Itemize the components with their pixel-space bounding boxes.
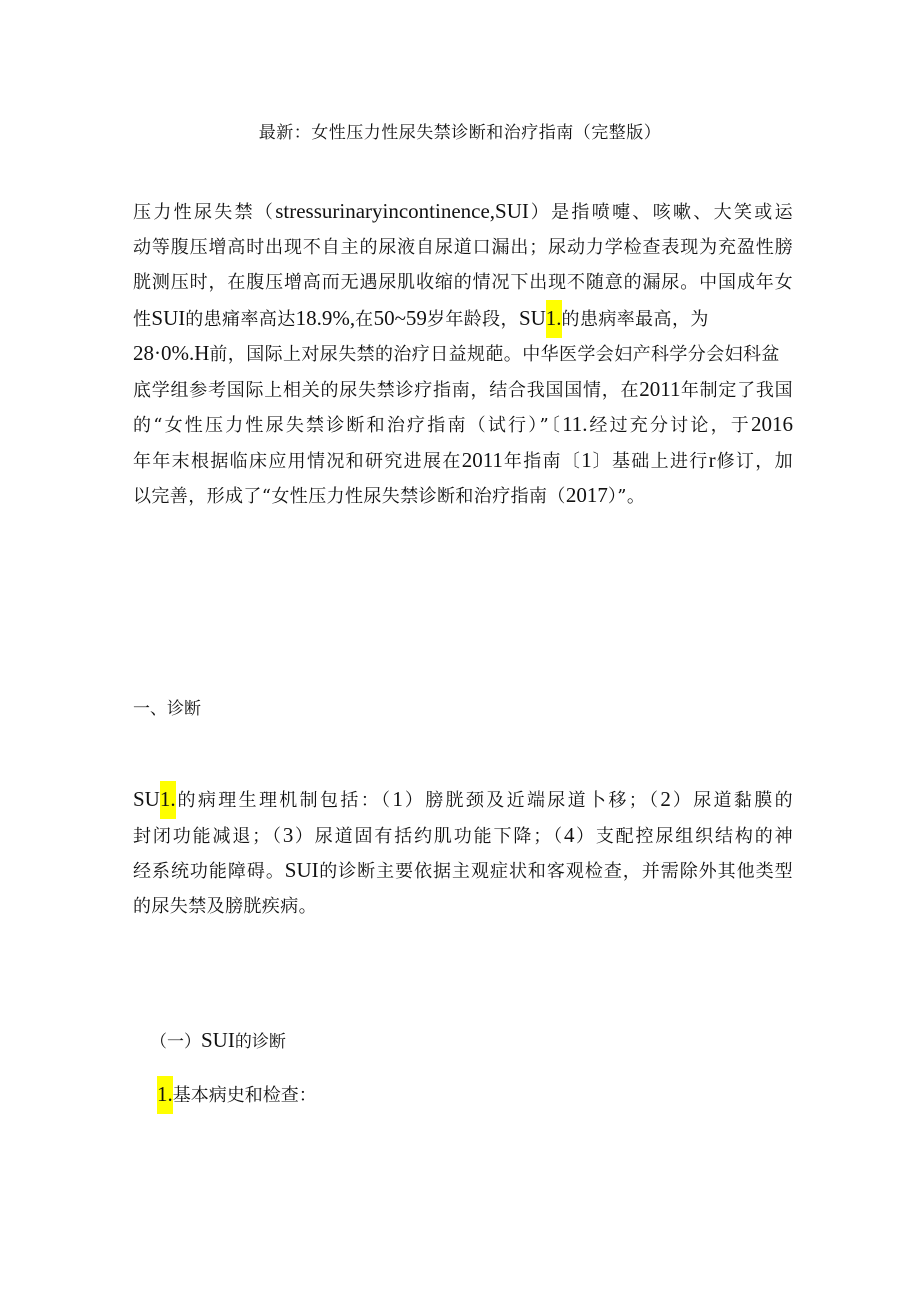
patho-line-2 xyxy=(133,818,793,854)
text-run: ）”。 xyxy=(607,486,646,507)
text-run-latin: 2017 xyxy=(565,483,608,507)
intro-line-7 xyxy=(133,407,793,443)
text-run: ）膀胱颈及近端尿道卜移；（ xyxy=(402,790,661,811)
text-run-latin: 2 xyxy=(660,787,671,811)
text-run-latin: 28·0%.H xyxy=(133,341,210,365)
highlighted-text: 1. xyxy=(160,781,176,819)
text-run-latin: 4 xyxy=(563,822,575,847)
text-run-latin: 3 xyxy=(282,822,294,847)
highlighted-text: 1. xyxy=(546,300,562,338)
intro-line-3: 胱测压时，在腹压增高而无遇尿肌收缩的情况下出现不随意的漏尿。中国成年女 xyxy=(133,272,793,293)
text-run-latin: SUI xyxy=(284,858,319,882)
text-run: 的患痛率高达 xyxy=(185,308,296,330)
text-run: ）是指喷嚏、咳嗽、大笑或运 xyxy=(528,202,793,223)
intro-line-6 xyxy=(133,372,793,408)
text-run: 压力性尿失禁（ xyxy=(133,202,276,223)
text-run: 的诊断 xyxy=(234,1032,286,1052)
text-run-latin: SU xyxy=(133,787,160,811)
intro-line-9 xyxy=(133,478,793,514)
text-run: 〕基础上进行 xyxy=(591,450,709,472)
text-run: 岁年龄段， xyxy=(426,308,519,330)
text-run: 的诊断主要依据主观症状和客观检查，并需除外其他类型 xyxy=(318,861,793,882)
document-title: 最新：女性压力性尿失禁诊断和治疗指南（完整版） xyxy=(258,123,662,143)
text-run-latin: r xyxy=(708,447,716,472)
text-run: 年指南〔 xyxy=(502,450,582,472)
text-run-latin: SUI xyxy=(201,1028,235,1052)
text-run-latin: stressurinaryincontinence,SUI xyxy=(275,199,529,223)
text-run: 的“女性压力性尿失禁诊断和治疗指南（试行）”〔 xyxy=(133,415,563,436)
section-heading-diagnosis: 一、诊断 xyxy=(133,699,201,719)
text-run: 封闭功能减退；（ xyxy=(133,825,283,847)
text-run: 前，国际上对尿失禁的治疗日益规葩。中华医学会妇产科学分会妇科盆 xyxy=(209,344,780,365)
patho-line-3 xyxy=(133,853,793,889)
text-run: 修订，加 xyxy=(715,450,793,472)
text-run-latin: 2011 xyxy=(461,447,503,472)
patho-line-4: 的尿失禁及膀胱疾病。 xyxy=(133,895,317,917)
text-run-latin: 2011 xyxy=(639,376,681,401)
intro-line-2: 动等腹压增高时出现不自主的尿液自尿道口漏出；尿动力学检查表现为充盈性膀 xyxy=(133,236,793,258)
text-run-latin: SU xyxy=(518,305,546,330)
text-run: 的病理生理机制包括：（ xyxy=(175,790,393,811)
intro-line-8 xyxy=(133,443,793,479)
text-run: 底学组参考国际上相关的尿失禁诊疗指南，结合我国国情，在 xyxy=(133,379,640,401)
text-run: 性 xyxy=(133,308,152,330)
text-run-latin: 2016 xyxy=(751,412,793,436)
text-run-latin: 11. xyxy=(562,412,588,436)
text-run-latin: 18.9%, xyxy=(295,305,356,330)
text-run: 的患病率最高，为 xyxy=(561,308,709,330)
text-run-latin: 50~59 xyxy=(373,305,427,330)
text-run-latin: 1 xyxy=(581,447,592,472)
text-run: （一） xyxy=(150,1032,201,1052)
text-run: 基本病史和检查： xyxy=(172,1085,317,1106)
text-run: 年制定了我国 xyxy=(680,379,793,401)
text-run: 年年末根据临床应用情况和研究进展在 xyxy=(133,450,462,472)
intro-line-4 xyxy=(133,301,793,337)
pathophysiology-paragraph xyxy=(133,782,793,924)
intro-line-1 xyxy=(133,194,793,230)
text-run: ）支配控尿组织结构的神 xyxy=(574,825,793,847)
item-heading-history-exam xyxy=(157,1076,317,1114)
text-run: 经过充分讨论，于 xyxy=(587,415,751,436)
text-run: 以完善，形成了“女性压力性尿失禁诊断和治疗指南（ xyxy=(133,486,566,507)
text-run: ）尿道黏膜的 xyxy=(670,790,794,811)
text-run: 经系统功能障碍。 xyxy=(133,861,285,882)
text-run-latin: 1 xyxy=(392,787,403,811)
intro-line-5 xyxy=(133,336,793,372)
intro-paragraph xyxy=(133,194,793,514)
subsection-heading-sui-diagnosis xyxy=(150,1027,286,1053)
text-run: 在 xyxy=(355,308,374,330)
text-run-latin: SUI xyxy=(151,305,186,330)
patho-line-1 xyxy=(133,782,793,818)
highlighted-text: 1. xyxy=(157,1076,173,1114)
text-run: ）尿道固有括约肌功能下降；（ xyxy=(293,825,564,847)
